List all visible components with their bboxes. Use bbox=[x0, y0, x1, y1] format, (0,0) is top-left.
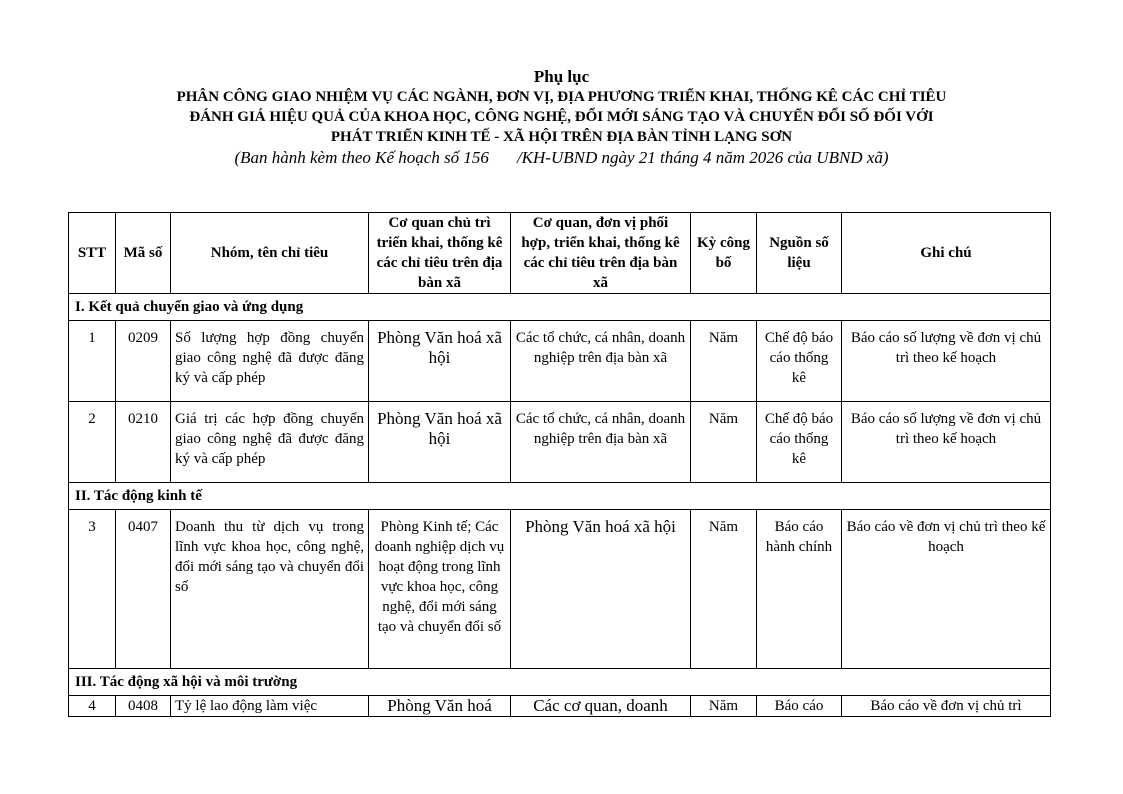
cell-code: 0210 bbox=[116, 402, 171, 483]
cell-name: Số lượng hợp đồng chuyển giao công nghệ đã được đăng ký và cấp phép bbox=[171, 321, 369, 402]
table-row bbox=[69, 402, 1051, 483]
cell-code: 0407 bbox=[116, 510, 171, 669]
cell-period: Năm bbox=[691, 696, 757, 717]
issuance-note-a: (Ban hành kèm theo Kế hoạch số 156 bbox=[234, 148, 489, 167]
cell-note: Báo cáo số lượng về đơn vị chủ trì theo kế hoạch bbox=[842, 321, 1051, 402]
cell-period: Năm bbox=[691, 321, 757, 402]
section-title: I. Kết quả chuyển giao và ứng dụng bbox=[69, 294, 1051, 321]
heading-line-2: ĐÁNH GIÁ HIỆU QUẢ CỦA KHOA HỌC, CÔNG NGHỆ, ĐỔI MỚI SÁNG TẠO VÀ CHUYỂN ĐỔI SỐ ĐỐI VỚI bbox=[189, 109, 934, 125]
cell-code: 0408 bbox=[116, 696, 171, 717]
cell-stt: 4 bbox=[69, 696, 116, 717]
cell-name: Giá trị các hợp đồng chuyển giao công nghệ đã được đăng ký và cấp phép bbox=[171, 402, 369, 483]
col-header-period: Kỳ công bố bbox=[691, 213, 757, 294]
cell-period: Năm bbox=[691, 402, 757, 483]
table-row bbox=[69, 321, 1051, 402]
document-header bbox=[0, 67, 1123, 169]
cell-lead: Phòng Văn hoá bbox=[369, 696, 511, 717]
issuance-note bbox=[0, 147, 1123, 169]
cell-note: Báo cáo về đơn vị chủ trì bbox=[842, 696, 1051, 717]
section-row bbox=[69, 483, 1051, 510]
heading-line-1: PHÂN CÔNG GIAO NHIỆM VỤ CÁC NGÀNH, ĐƠN VỊ, ĐỊA PHƯƠNG TRIỂN KHAI, THỐNG KÊ CÁC CHỈ TIÊU bbox=[176, 89, 947, 105]
section-row bbox=[69, 294, 1051, 321]
cell-note: Báo cáo về đơn vị chủ trì theo kế hoạch bbox=[842, 510, 1051, 669]
section-row bbox=[69, 669, 1051, 696]
section-title: III. Tác động xã hội và môi trường bbox=[69, 669, 1051, 696]
col-header-code: Mã số bbox=[116, 213, 171, 294]
section-title: II. Tác động kinh tế bbox=[69, 483, 1051, 510]
cell-period: Năm bbox=[691, 510, 757, 669]
cell-source: Báo cáo hành chính bbox=[757, 510, 842, 669]
cell-name: Doanh thu từ dịch vụ trong lĩnh vực khoa học, công nghệ, đổi mới sáng tạo và chuyển đổi số bbox=[171, 510, 369, 669]
cell-coop: Các tổ chức, cá nhân, doanh nghiệp trên địa bàn xã bbox=[511, 402, 691, 483]
col-header-coop: Cơ quan, đơn vị phối hợp, triển khai, thống kê các chỉ tiêu trên địa bàn xã bbox=[511, 213, 691, 294]
table-row bbox=[69, 510, 1051, 669]
cell-name: Tỷ lệ lao động làm việc bbox=[171, 696, 369, 717]
cell-source: Chế độ báo cáo thống kê bbox=[757, 321, 842, 402]
table-row bbox=[69, 696, 1051, 717]
issuance-note-b: /KH-UBND ngày 21 tháng 4 năm 2026 của UBND xã) bbox=[516, 148, 889, 167]
indicator-table bbox=[68, 212, 1051, 717]
cell-lead: Phòng Văn hoá xã hội bbox=[369, 321, 511, 402]
cell-stt: 2 bbox=[69, 402, 116, 483]
cell-coop: Các cơ quan, doanh bbox=[511, 696, 691, 717]
cell-coop: Phòng Văn hoá xã hội bbox=[511, 510, 691, 669]
cell-lead: Phòng Kinh tế; Các doanh nghiệp dịch vụ hoạt động trong lĩnh vực khoa học, công nghệ, đổi mới sáng tạo và chuyển đổi số bbox=[369, 510, 511, 669]
cell-stt: 1 bbox=[69, 321, 116, 402]
cell-note: Báo cáo số lượng về đơn vị chủ trì theo kế hoạch bbox=[842, 402, 1051, 483]
col-header-lead: Cơ quan chủ trì triển khai, thống kê các chỉ tiêu trên địa bàn xã bbox=[369, 213, 511, 294]
cell-coop: Các tổ chức, cá nhân, doanh nghiệp trên địa bàn xã bbox=[511, 321, 691, 402]
cell-source: Báo cáo bbox=[757, 696, 842, 717]
table-header-row bbox=[69, 213, 1051, 294]
cell-lead: Phòng Văn hoá xã hội bbox=[369, 402, 511, 483]
col-header-name: Nhóm, tên chỉ tiêu bbox=[171, 213, 369, 294]
cell-source: Chế độ báo cáo thống kê bbox=[757, 402, 842, 483]
heading-line-3: PHÁT TRIỂN KINH TẾ - XÃ HỘI TRÊN ĐỊA BÀN TỈNH LẠNG SƠN bbox=[330, 129, 793, 145]
col-header-stt: STT bbox=[69, 213, 116, 294]
appendix-title: Phụ lục bbox=[533, 67, 590, 86]
cell-code: 0209 bbox=[116, 321, 171, 402]
col-header-note: Ghi chú bbox=[842, 213, 1051, 294]
cell-stt: 3 bbox=[69, 510, 116, 669]
col-header-source: Nguồn số liệu bbox=[757, 213, 842, 294]
